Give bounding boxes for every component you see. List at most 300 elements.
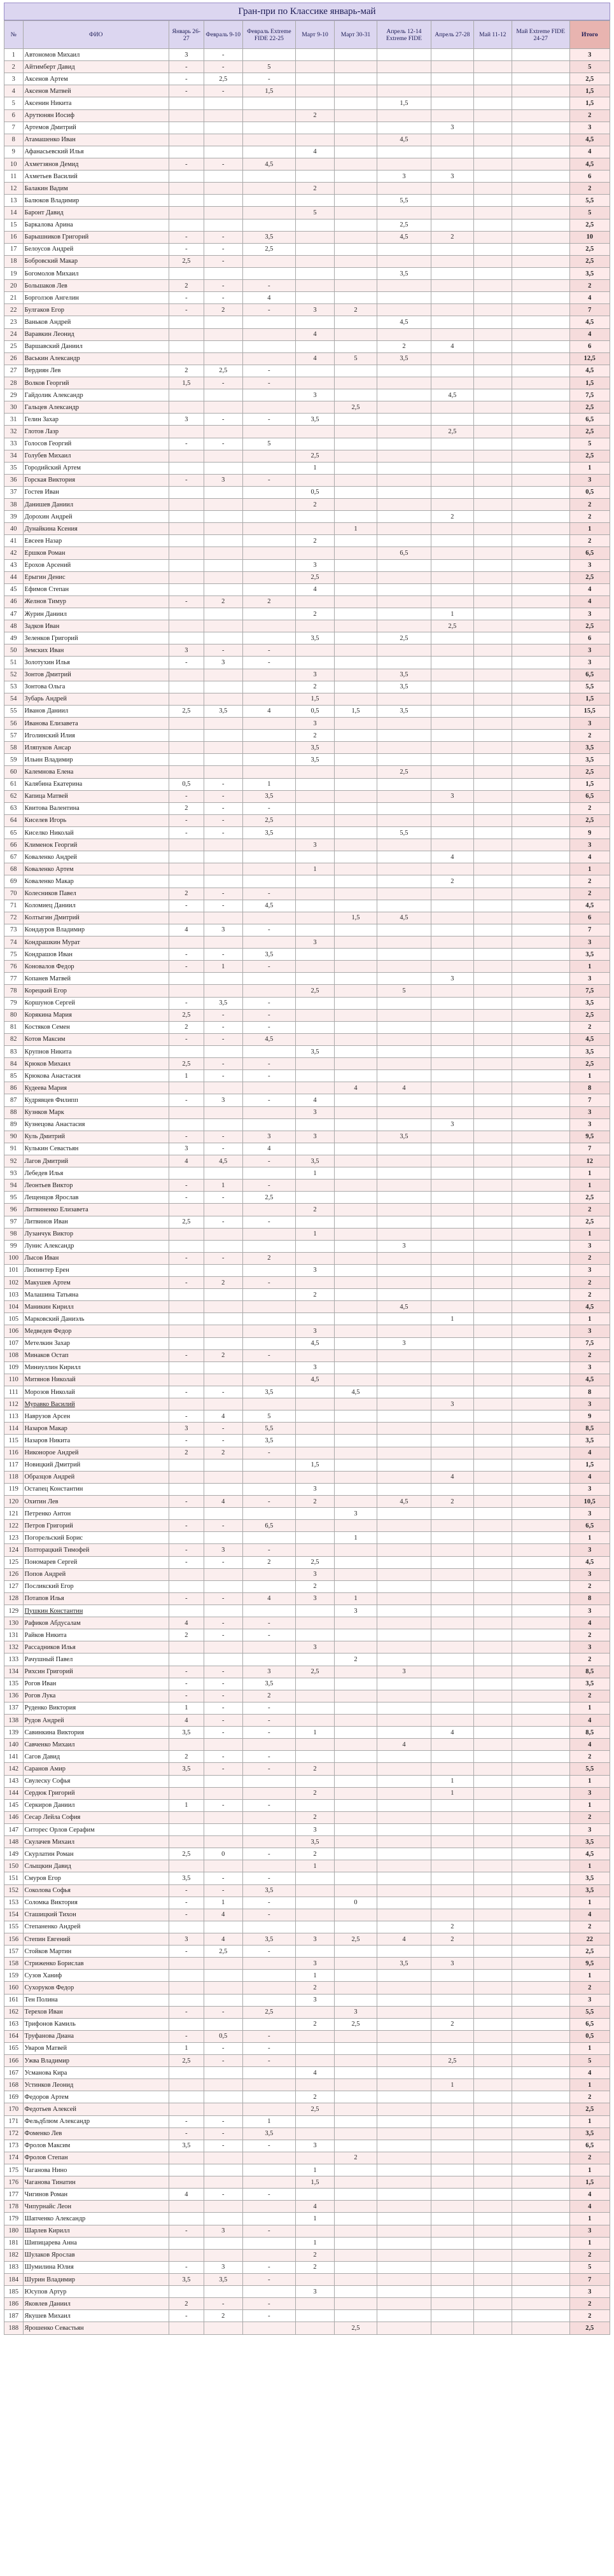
cell-mar-2 [335, 730, 377, 742]
cell-apr [431, 61, 474, 73]
col-header-apr-extreme: Апрель 12-14 Extreme FIDE [377, 21, 431, 49]
cell-feb [204, 1325, 242, 1337]
cell-jan [169, 1775, 204, 1787]
cell-player-name: Труфанова Диана [23, 2030, 169, 2042]
cell-may [473, 1897, 512, 1909]
cell-jan: - [169, 827, 204, 839]
cell-apr [431, 1751, 474, 1763]
cell-row-number: 16 [4, 231, 24, 243]
cell-may-extreme [512, 1787, 569, 1799]
cell-feb: - [204, 1033, 242, 1045]
cell-row-number: 69 [4, 875, 24, 888]
cell-player-name: Киселев Игорь [23, 814, 169, 826]
cell-may [473, 231, 512, 243]
cell-mar-1 [295, 2310, 334, 2322]
cell-apr [431, 583, 474, 595]
cell-feb [204, 2322, 242, 2334]
cell-feb-extreme: 3,5 [242, 2127, 295, 2140]
cell-may [473, 243, 512, 255]
cell-row-number: 145 [4, 1799, 24, 1811]
cell-feb [204, 754, 242, 766]
cell-player-name: Тен Полина [23, 1994, 169, 2006]
cell-mar-2 [335, 936, 377, 948]
cell-mar-2 [335, 2115, 377, 2127]
cell-apr-extreme: 3,5 [377, 267, 431, 279]
cell-may-extreme [512, 365, 569, 377]
cell-apr-extreme [377, 1447, 431, 1459]
cell-total: 1,5 [569, 2176, 610, 2189]
table-row [4, 1240, 610, 1252]
cell-jan [169, 499, 204, 511]
cell-feb-extreme: - [242, 1848, 295, 1860]
cell-total: 1 [569, 1860, 610, 1872]
cell-row-number: 94 [4, 1180, 24, 1192]
cell-apr-extreme [377, 1471, 431, 1483]
cell-jan: 2,5 [169, 2055, 204, 2067]
cell-jan: 3 [169, 414, 204, 426]
cell-player-name: Евсеев Назар [23, 535, 169, 547]
cell-player-name: Костяков Семен [23, 1021, 169, 1033]
cell-jan [169, 401, 204, 414]
cell-apr-extreme: 3,5 [377, 1131, 431, 1143]
cell-total: 1,5 [569, 85, 610, 97]
cell-row-number: 146 [4, 1811, 24, 1823]
cell-may-extreme [512, 1070, 569, 1082]
cell-may [473, 1580, 512, 1592]
cell-jan [169, 183, 204, 195]
cell-may [473, 1361, 512, 1374]
cell-mar-1 [295, 1118, 334, 1131]
cell-mar-1 [295, 49, 334, 61]
cell-may-extreme [512, 486, 569, 498]
cell-feb-extreme: - [242, 1277, 295, 1289]
cell-mar-2 [335, 462, 377, 474]
cell-mar-2 [335, 1690, 377, 1702]
cell-total: 1,5 [569, 97, 610, 109]
cell-total: 1 [569, 2115, 610, 2127]
cell-jan: - [169, 1252, 204, 1264]
cell-player-name: Васькин Александр [23, 352, 169, 365]
table-row [4, 158, 610, 170]
cell-player-name: Голубев Михаил [23, 450, 169, 462]
cell-row-number: 123 [4, 1532, 24, 1544]
cell-may [473, 183, 512, 195]
table-row [4, 790, 610, 802]
cell-feb-extreme [242, 499, 295, 511]
col-header-may: Май 11-12 [473, 21, 512, 49]
table-row [4, 231, 610, 243]
cell-apr-extreme [377, 2201, 431, 2213]
cell-mar-2 [335, 1471, 377, 1483]
cell-row-number: 32 [4, 426, 24, 438]
cell-row-number: 81 [4, 1021, 24, 1033]
cell-feb: - [204, 1714, 242, 1726]
cell-apr-extreme [377, 1751, 431, 1763]
cell-player-name: Лагов Дмитрий [23, 1155, 169, 1167]
cell-may-extreme [512, 571, 569, 583]
cell-may-extreme [512, 657, 569, 669]
cell-total: 1 [569, 1070, 610, 1082]
cell-feb: 2,5 [204, 365, 242, 377]
cell-feb: 3,5 [204, 2274, 242, 2286]
cell-apr-extreme: 3 [377, 1240, 431, 1252]
cell-mar-2 [335, 231, 377, 243]
cell-feb: - [204, 1799, 242, 1811]
cell-may [473, 2201, 512, 2213]
table-row [4, 669, 610, 681]
cell-mar-1 [295, 1349, 334, 1361]
cell-total: 2 [569, 1629, 610, 1641]
cell-mar-1 [295, 474, 334, 486]
table-row [4, 705, 610, 717]
cell-may-extreme [512, 450, 569, 462]
table-row [4, 1690, 610, 1702]
cell-may [473, 1970, 512, 1982]
cell-total: 2 [569, 1654, 610, 1666]
table-row [4, 1982, 610, 1994]
cell-mar-1: 2 [295, 681, 334, 693]
cell-feb [204, 109, 242, 122]
cell-may [473, 973, 512, 985]
cell-mar-2 [335, 1058, 377, 1070]
table-row [4, 863, 610, 875]
cell-mar-2 [335, 583, 377, 595]
cell-row-number: 135 [4, 1678, 24, 1690]
cell-row-number: 142 [4, 1763, 24, 1775]
cell-may-extreme [512, 2103, 569, 2115]
cell-apr-extreme [377, 1216, 431, 1228]
table-row [4, 949, 610, 961]
cell-apr [431, 1739, 474, 1751]
cell-apr-extreme [377, 657, 431, 669]
cell-feb [204, 134, 242, 146]
cell-feb-extreme [242, 1811, 295, 1823]
cell-apr-extreme [377, 790, 431, 802]
cell-total: 3,5 [569, 1836, 610, 1848]
cell-feb-extreme: - [242, 924, 295, 936]
cell-jan: 2 [169, 888, 204, 900]
cell-mar-2 [335, 2225, 377, 2237]
cell-feb [204, 1641, 242, 1654]
cell-row-number: 7 [4, 122, 24, 134]
cell-total: 2 [569, 875, 610, 888]
cell-may [473, 1994, 512, 2006]
cell-feb: - [204, 1727, 242, 1739]
cell-apr-extreme [377, 1349, 431, 1361]
cell-apr-extreme [377, 122, 431, 134]
cell-may [473, 2030, 512, 2042]
cell-feb [204, 2067, 242, 2079]
table-row [4, 61, 610, 73]
cell-mar-1 [295, 888, 334, 900]
cell-player-name: Ерыгин Денис [23, 571, 169, 583]
cell-mar-1 [295, 292, 334, 304]
cell-may [473, 1264, 512, 1276]
cell-total: 4,5 [569, 1033, 610, 1045]
cell-total: 2 [569, 499, 610, 511]
cell-apr [431, 73, 474, 85]
table-row [4, 401, 610, 414]
cell-feb: - [204, 2298, 242, 2310]
cell-apr-extreme [377, 280, 431, 292]
cell-mar-1: 3 [295, 1994, 334, 2006]
cell-feb [204, 2164, 242, 2176]
cell-feb [204, 2079, 242, 2091]
cell-feb-extreme [242, 1337, 295, 1349]
cell-mar-2: 2 [335, 1654, 377, 1666]
cell-row-number: 137 [4, 1702, 24, 1714]
cell-row-number: 15 [4, 219, 24, 231]
cell-total: 4 [569, 292, 610, 304]
cell-player-name: Квитова Валентина [23, 802, 169, 814]
cell-mar-2 [335, 316, 377, 328]
cell-total: 4,5 [569, 1556, 610, 1568]
cell-jan [169, 608, 204, 620]
cell-may-extreme [512, 1277, 569, 1289]
cell-row-number: 23 [4, 316, 24, 328]
table-row [4, 620, 610, 632]
cell-apr-extreme: 3,5 [377, 705, 431, 717]
cell-apr [431, 2213, 474, 2225]
cell-apr-extreme [377, 2042, 431, 2054]
cell-feb [204, 2091, 242, 2103]
cell-apr [431, 657, 474, 669]
cell-row-number: 66 [4, 839, 24, 851]
table-row [4, 195, 610, 207]
cell-jan [169, 1994, 204, 2006]
cell-total: 3 [569, 1325, 610, 1337]
cell-feb-extreme [242, 122, 295, 134]
cell-row-number: 169 [4, 2091, 24, 2103]
cell-total: 6,5 [569, 2018, 610, 2030]
cell-jan: 2 [169, 1447, 204, 1459]
cell-player-name: Федоров Артем [23, 2091, 169, 2103]
cell-feb-extreme [242, 1204, 295, 1216]
cell-apr-extreme [377, 1787, 431, 1799]
cell-player-name: Макушев Артем [23, 1277, 169, 1289]
cell-feb-extreme: 5 [242, 61, 295, 73]
cell-feb-extreme [242, 426, 295, 438]
cell-mar-1: 2,5 [295, 450, 334, 462]
cell-may-extreme [512, 2189, 569, 2201]
table-row [4, 718, 610, 730]
cell-player-name: Савинкина Виктория [23, 1727, 169, 1739]
cell-apr-extreme [377, 1605, 431, 1617]
cell-player-name: Петров Григорий [23, 1520, 169, 1532]
cell-may-extreme [512, 1751, 569, 1763]
cell-jan [169, 535, 204, 547]
cell-row-number: 78 [4, 985, 24, 997]
cell-feb: 4,5 [204, 1155, 242, 1167]
cell-row-number: 50 [4, 644, 24, 657]
cell-may-extreme [512, 122, 569, 134]
cell-may [473, 1459, 512, 1471]
cell-mar-2 [335, 1811, 377, 1823]
cell-apr-extreme [377, 1045, 431, 1057]
cell-row-number: 152 [4, 1884, 24, 1897]
cell-feb [204, 219, 242, 231]
cell-feb [204, 718, 242, 730]
cell-mar-2 [335, 571, 377, 583]
table-row [4, 1033, 610, 1045]
cell-may-extreme [512, 474, 569, 486]
cell-feb [204, 450, 242, 462]
cell-player-name: Аксенов Матвей [23, 85, 169, 97]
cell-mar-2 [335, 219, 377, 231]
cell-jan [169, 851, 204, 863]
cell-may [473, 1301, 512, 1313]
cell-row-number: 108 [4, 1349, 24, 1361]
cell-row-number: 130 [4, 1617, 24, 1629]
cell-mar-1 [295, 1520, 334, 1532]
cell-total: 1 [569, 1167, 610, 1180]
cell-jan: - [169, 1192, 204, 1204]
cell-jan [169, 146, 204, 158]
cell-player-name: Ефимов Степан [23, 583, 169, 595]
cell-feb: - [204, 1435, 242, 1447]
cell-mar-2: 1 [335, 1592, 377, 1605]
cell-mar-1 [295, 2274, 334, 2286]
cell-mar-2: 3 [335, 1508, 377, 1520]
cell-row-number: 46 [4, 595, 24, 608]
cell-mar-1: 2 [295, 1289, 334, 1301]
cell-row-number: 181 [4, 2237, 24, 2249]
cell-feb-extreme [242, 2018, 295, 2030]
cell-feb-extreme: - [242, 304, 295, 316]
cell-apr-extreme [377, 1520, 431, 1532]
cell-apr [431, 997, 474, 1009]
cell-player-name: Шапченко Александр [23, 2213, 169, 2225]
cell-total: 2 [569, 2152, 610, 2164]
cell-total: 3 [569, 973, 610, 985]
cell-apr-extreme [377, 158, 431, 170]
cell-feb-extreme [242, 2237, 295, 2249]
cell-mar-1: 3 [295, 1131, 334, 1143]
cell-feb-extreme [242, 1045, 295, 1057]
cell-mar-2 [335, 985, 377, 997]
cell-may [473, 1386, 512, 1398]
header-row [4, 21, 610, 49]
cell-may [473, 73, 512, 85]
cell-feb-extreme: - [242, 377, 295, 389]
cell-feb-extreme [242, 267, 295, 279]
cell-row-number: 77 [4, 973, 24, 985]
cell-mar-1: 1 [295, 2237, 334, 2249]
cell-apr [431, 1605, 474, 1617]
cell-may [473, 1702, 512, 1714]
cell-feb-extreme: - [242, 657, 295, 669]
cell-player-name: Ярошенко Севастьян [23, 2322, 169, 2334]
table-row [4, 2006, 610, 2018]
cell-may-extreme [512, 1216, 569, 1228]
cell-feb [204, 171, 242, 183]
cell-jan: 4 [169, 2189, 204, 2201]
cell-mar-1: 3 [295, 936, 334, 948]
cell-feb: 3,5 [204, 997, 242, 1009]
cell-may [473, 171, 512, 183]
cell-feb [204, 389, 242, 401]
cell-player-name: Чаганова Тинатин [23, 2176, 169, 2189]
cell-feb-extreme [242, 1325, 295, 1337]
cell-may [473, 207, 512, 219]
cell-apr-extreme [377, 1617, 431, 1629]
cell-may [473, 2091, 512, 2103]
cell-apr-extreme [377, 1435, 431, 1447]
cell-may [473, 1568, 512, 1580]
cell-feb-extreme: 3,5 [242, 231, 295, 243]
cell-mar-1: 3 [295, 1958, 334, 1970]
cell-feb-extreme: 3 [242, 1131, 295, 1143]
table-row [4, 2322, 610, 2334]
cell-feb-extreme [242, 2103, 295, 2115]
cell-feb: - [204, 1252, 242, 1264]
cell-apr [431, 2164, 474, 2176]
cell-apr [431, 1264, 474, 1276]
cell-jan: 3 [169, 1933, 204, 1945]
cell-may [473, 790, 512, 802]
cell-row-number: 62 [4, 790, 24, 802]
cell-apr-extreme [377, 1884, 431, 1897]
cell-mar-2 [335, 1787, 377, 1799]
cell-total: 2 [569, 730, 610, 742]
cell-row-number: 91 [4, 1143, 24, 1155]
cell-apr-extreme [377, 61, 431, 73]
cell-player-name: Смуров Егор [23, 1872, 169, 1884]
cell-total: 1 [569, 1532, 610, 1544]
cell-may-extreme [512, 267, 569, 279]
cell-mar-1 [295, 2055, 334, 2067]
table-row [4, 1009, 610, 1021]
cell-feb-extreme [242, 1958, 295, 1970]
cell-row-number: 187 [4, 2310, 24, 2322]
table-row [4, 608, 610, 620]
cell-may [473, 1374, 512, 1386]
cell-mar-1: 2 [295, 1496, 334, 1508]
cell-feb: - [204, 1763, 242, 1775]
cell-jan [169, 426, 204, 438]
cell-feb: - [204, 827, 242, 839]
cell-feb-extreme: - [242, 1727, 295, 1739]
cell-apr [431, 1337, 474, 1349]
cell-may-extreme [512, 632, 569, 644]
table-row [4, 292, 610, 304]
cell-total: 3 [569, 1641, 610, 1654]
cell-may [473, 328, 512, 340]
cell-mar-1 [295, 827, 334, 839]
cell-may [473, 2225, 512, 2237]
cell-feb-extreme: - [242, 2298, 295, 2310]
cell-total: 2 [569, 511, 610, 523]
cell-row-number: 185 [4, 2286, 24, 2298]
cell-jan [169, 2201, 204, 2213]
cell-row-number: 147 [4, 1823, 24, 1835]
cell-jan [169, 1568, 204, 1580]
cell-player-name: Желнов Тимур [23, 595, 169, 608]
cell-apr [431, 1946, 474, 1958]
cell-apr-extreme [377, 146, 431, 158]
cell-may [473, 1508, 512, 1520]
cell-apr [431, 1204, 474, 1216]
cell-mar-1 [295, 1508, 334, 1520]
cell-jan [169, 2213, 204, 2225]
cell-player-name: Чипурнайс Леон [23, 2201, 169, 2213]
table-row [4, 1799, 610, 1811]
cell-feb [204, 1836, 242, 1848]
cell-mar-1 [295, 1398, 334, 1410]
cell-row-number: 65 [4, 827, 24, 839]
cell-mar-2 [335, 85, 377, 97]
cell-jan: 2 [169, 1021, 204, 1033]
